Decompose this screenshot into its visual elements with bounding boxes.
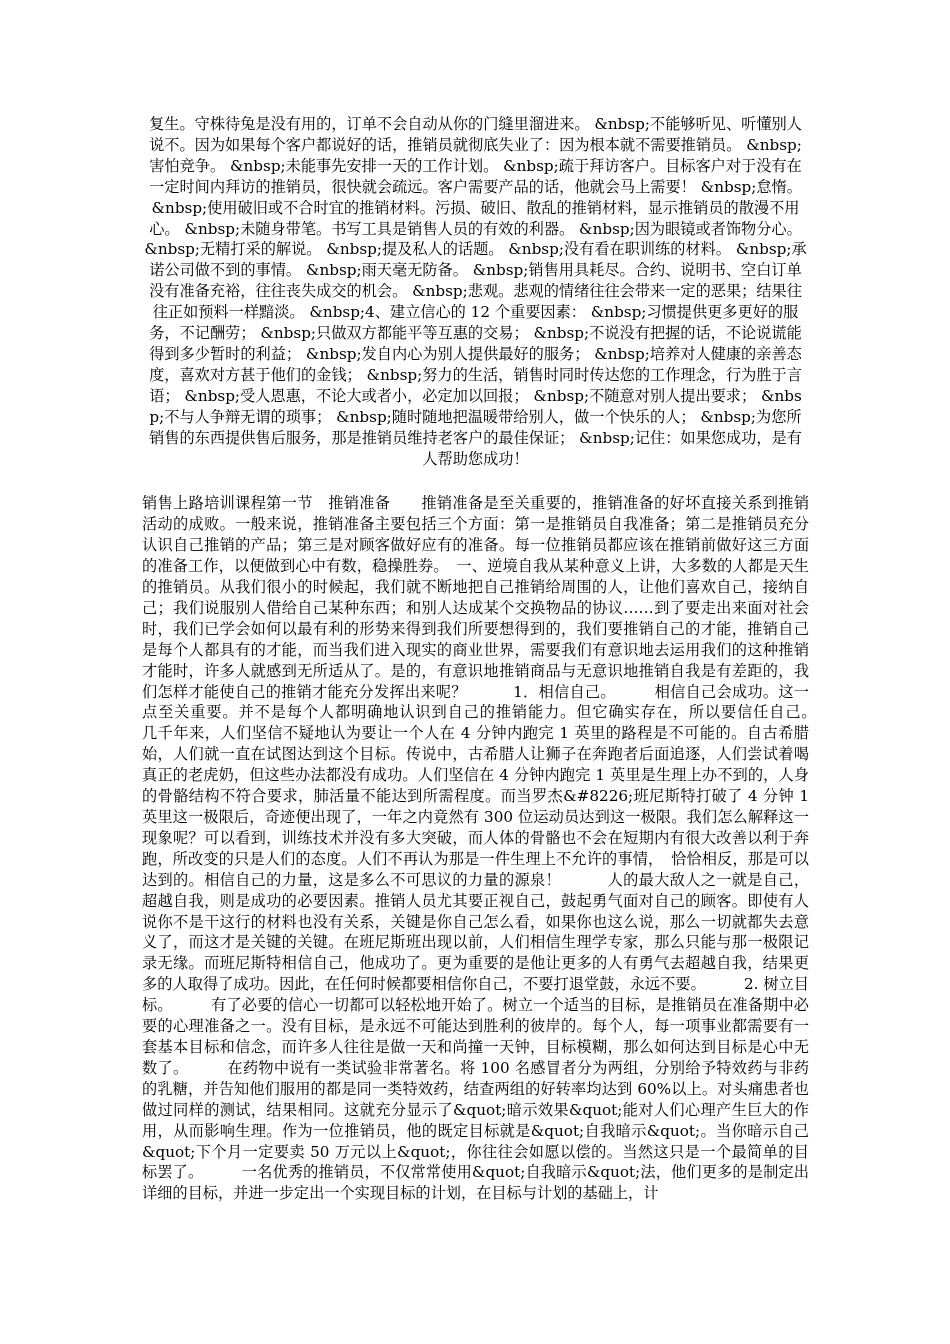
document-section-training-course: 销售上路培训课程第一节 推销准备 推销准备是至关重要的，推销准备的好坏直接关系到推销活动的成败。一般来说，推销准备主要包括三个方面：第一是推销员自我准备；第二是推销员充分认识自己推销的产品；第三是对顾客做好应有的准备。每一位推销员都应该在推销前做好这三方面的准备工作，以便做到心中有数，稳操胜券。 一、逆境自我从某种意义上讲，大多数的人都是天生的推销员。从我们很小的时候起，我们就不断地把自己推销给周围的人，让他们喜欢自己，接纳自己；我们说服别人借给自己某种东西；和别人达成某个交换物品的协议……到了要走出来面对社会时，我们已学会如何以最有利的形势来得到我们所要想得到的，我们要推销自己的才能，推销自己是每个人都具有的才能，而当我们进入现实的商业世界，需要我们有意识地去运用我们的这种推销才能时，许多人就感到无所适从了。是的，有意识地推销商品与无意识地推销自我是有差距的，我们怎样才能使自己的推销才能充分发挥出来呢？ 1．相信自己。 相信自己会成功。这一点至关重要。并不是每个人都明确地认识到自己的推销能力。但它确实存在，所以要信任自己。 几千年来，人们坚信不疑地认为要让一个人在 4 分钟内跑完 1 英里的路程是不可能的。自古希腊始，人们就一直在试图达到这个目标。传说中，古希腊人让狮子在奔跑者后面追逐，人们尝试着喝真正的老虎奶，但这些办法都没有成功。人们坚信在 4 分钟内跑完 1 英里是生理上办不到的，人身的骨骼结构不符合要求，肺活量不能达到所需程度。而当罗杰&#8226;班尼斯特打破了 4 分钟 1 英里这一极限后，奇迹便出现了，一年之内竟然有 300 位运动员达到这一极限。我们怎么解释这一现象呢？可以看到，训练技术并没有多大突破，而人体的骨骼也不会在短期内有很大改善以利于奔跑，所改变的只是人们的态度。人们不再认为那是一件生理上不允许的事情， 恰恰相反，那是可以达到的。相信自己的力量，这是多么不可思议的力量的源泉！ 人的最大敌人之一就是自己，超越自我，则是成功的必要因素。推销人员尤其要正视自己，鼓起勇气面对自己的顾客。即使有人说你不是干这行的材料也没有关系，关键是你自己怎么看，如果你也这么说，那么一切就都失去意义了，而这才是关键的关键。在班尼斯班出现以前，人们相信生理学专家，那么只能与那一极限记录无缘。而班尼斯特相信自己，他成功了。更为重要的是他让更多的人有勇气去超越自我，结果更多的人取得了成功。因此，在任何时候都要相信你自己，不要打退堂鼓，永远不要。 2. 树立目标。 有了必要的信心一切都可以轻松地开始了。树立一个适当的目标，是推销员在准备期中必要的心理准备之一。没有目标，是永远不可能达到胜利的彼岸的。每个人，每一项事业都需要有一套基本目标和信念，而许多人往往是做一天和尚撞一天钟，目标模糊，那么如何达到目标是心中无数了。 在药物中说有一类试验非常著名。将 100 名感冒者分为两组，分别给予特效药与非药的乳糖，并告知他们服用的都是同一类特效药，结查两组的好转率均达到 60%以上。对头痛患者也做过同样的测试，结果相同。这就充分显示了&quot;暗示效果&quot;能对人们心理产生巨大的作用，从而影响生理。作为一位推销员，他的既定目标就是&quot;自我暗示&quot;。当你暗示自己&quot;下个月一定要卖 50 万元以上&quot;，你往往会如愿以偿的。当然这只是一个最简单的目标罢了。 一名优秀的推销员，不仅常常使用&quot;自我暗示&quot;法，他们更多的是制定出详细的目标，并进一步定出一个实现目标的计划，在目标与计划的基础上，计	[142, 494, 855, 1203]
document-page	[142, 114, 855, 1204]
section-gap	[142, 469, 809, 493]
document-section-checklist: 复生。守株待兔是没有用的，订单不会自动从你的门缝里溜进来。 &nbsp;不能够听见、听懂别人说不。因为如果每个客户都说好的话，推销员就彻底失业了：因为根本就不需要推销员。 &nbsp;害怕竞争。 &nbsp;未能事先安排一天的工作计划。 &nbsp;疏于拜访客户。目标客户对于没有在一定时间内拜访的推销员，很快就会疏远。客户需要产品的话，他就会马上需要！ &nbsp;怠惰。 &nbsp;使用破旧或不合时宜的推销材料。污损、破旧、散乱的推销材料，显示推销员的散漫不用心。 &nbsp;未随身带笔。书写工具是销售人员的有效的利器。 &nbsp;因为眼镜或者饰物分心。 &nbsp;无精打采的解说。 &nbsp;提及私人的话题。 &nbsp;没有看在职训练的材料。 &nbsp;承诺公司做不到的事情。 &nbsp;雨天毫无防备。 &nbsp;销售用具耗尽。合约、说明书、空白订单没有准备充裕，往往丧失成交的机会。 &nbsp;悲观。悲观的情绪往往会带来一定的恶果；结果往往正如预料一样黯淡。 &nbsp;4、建立信心的 12 个重要因素： &nbsp;习惯提供更多更好的服务，不记酬劳； &nbsp;只做双方都能平等互惠的交易； &nbsp;不说没有把握的话，不论说谎能得到多少暂时的利益； &nbsp;发自内心为别人提供最好的服务； &nbsp;培养对人健康的亲善态度，喜欢对方甚于他们的金钱； &nbsp;努力的生活，销售时同时传达您的工作理念，行为胜于言语； &nbsp;受人恩惠，不论大或者小，必定加以回报； &nbsp;不随意对别人提出要求； &nbsp;不与人争辩无谓的琐事； &nbsp;随时随地把温暖带给别人，做一个快乐的人； &nbsp;为您所销售的东西提供售后服务，那是推销员维持老客户的最佳保证； &nbsp;记住：如果您成功，是有人帮助您成功！	[144, 115, 807, 468]
